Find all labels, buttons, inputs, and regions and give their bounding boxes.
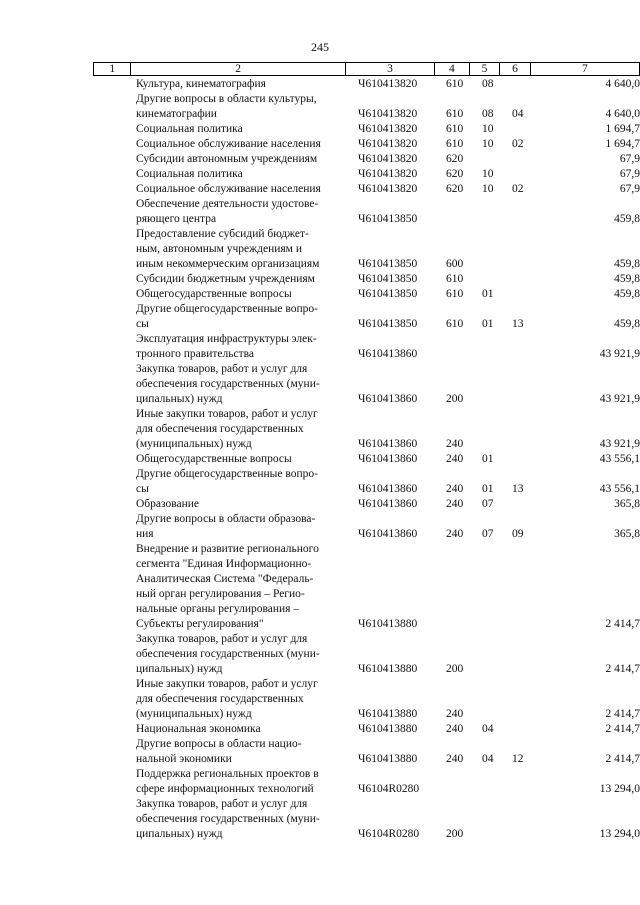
row-name-line: обеспечения государственных (муни- [136,813,320,825]
row-name-line: сы [136,318,149,330]
header-col-1: 1 [94,63,131,76]
page-number: 245 [311,40,329,54]
row-code: Ч610413820 [358,168,418,180]
row-value: 459,8 [614,213,640,225]
row-name-line: Обеспечение деятельности удостове- [136,198,319,210]
row-name-line: Социальное обслуживание населения [136,183,321,195]
row-col-4: 240 [446,723,464,735]
row-col-5: 01 [482,318,494,330]
row-name-line: Общегосударственные вопросы [136,453,292,465]
row-code: Ч610413880 [358,708,418,720]
table-row [0,137,640,152]
row-name-line: тронного правительства [136,348,254,360]
header-col-5: 5 [469,63,500,76]
row-value: 13 294,0 [599,783,640,795]
row-col-5: 04 [482,723,494,735]
table-row [0,407,640,452]
row-col-6: 13 [512,483,524,495]
row-name-line: Другие общегосударственные вопро- [136,303,318,315]
row-col-6: 02 [512,138,524,150]
row-value: 459,8 [614,273,640,285]
row-value: 365,8 [614,528,640,540]
row-col-4: 240 [446,498,464,510]
row-value: 1 694,7 [605,138,640,150]
row-code: Ч610413860 [358,528,418,540]
table-row [0,677,640,722]
row-col-4: 610 [446,318,464,330]
row-code: Ч610413820 [358,183,418,195]
row-name-line: ный орган регулирования – Регио- [136,588,305,600]
row-name-line: Закупка товаров, работ и услуг для [136,798,308,810]
row-name-line: (муниципальных) нужд [136,708,252,720]
row-code: Ч610413860 [358,498,418,510]
row-name-line: сы [136,483,149,495]
table-row [0,197,640,227]
row-value: 4 640,0 [605,108,640,120]
row-name-line: ния [136,528,154,540]
header-col-6: 6 [500,63,531,76]
row-col-4: 240 [446,528,464,540]
table-row [0,287,640,302]
row-value: 459,8 [614,288,640,300]
row-value: 67,9 [619,153,640,165]
row-name-line: Закупка товаров, работ и услуг для [136,633,308,645]
row-col-4: 620 [446,183,464,195]
header-col-3: 3 [345,63,435,76]
row-col-6: 09 [512,528,524,540]
row-value: 67,9 [619,168,640,180]
row-code: Ч610413850 [358,258,418,270]
row-value: 67,9 [619,183,640,195]
row-col-6: 12 [512,753,524,765]
table-row [0,512,640,542]
row-name-line: Национальная экономика [136,723,261,735]
row-code: Ч610413850 [358,288,418,300]
row-value: 43 556,1 [599,453,640,465]
row-name-line: нальной экономики [136,753,232,765]
row-col-5: 07 [482,528,494,540]
row-col-4: 620 [446,153,464,165]
row-name-line: Внедрение и развитие регионального [136,543,319,555]
table-row [0,152,640,167]
row-value: 43 921,9 [599,438,640,450]
row-col-4: 240 [446,453,464,465]
row-col-5: 07 [482,498,494,510]
row-code: Ч610413820 [358,78,418,90]
table-row [0,497,640,512]
row-name-line: Социальная политика [136,123,243,135]
row-name-line: обеспечения государственных (муни- [136,378,320,390]
row-name-line: Другие вопросы в области нацио- [136,738,302,750]
table-row [0,467,640,497]
row-col-4: 240 [446,753,464,765]
row-name-line: ципальных) нужд [136,828,223,840]
row-code: Ч610413820 [358,108,418,120]
row-name-line: Образование [136,498,200,510]
row-value: 459,8 [614,318,640,330]
row-col-4: 240 [446,438,464,450]
row-col-4: 610 [446,108,464,120]
table-row [0,767,640,797]
table-row [0,167,640,182]
row-code: Ч6104R0280 [358,828,420,840]
row-col-5: 08 [482,108,494,120]
table-row [0,452,640,467]
row-col-6: 04 [512,108,524,120]
header-col-2: 2 [131,63,345,76]
row-name-line: ципальных) нужд [136,663,223,675]
header-col-7: 7 [530,63,639,76]
row-value: 43 921,9 [599,393,640,405]
row-name-line: Закупка товаров, работ и услуг для [136,363,308,375]
row-code: Ч610413880 [358,618,418,630]
row-code: Ч610413820 [358,153,418,165]
row-col-5: 01 [482,483,494,495]
row-value: 13 294,0 [599,828,640,840]
row-value: 2 414,7 [605,723,640,735]
row-name-line: для обеспечения государственных [136,693,304,705]
table-row [0,737,640,767]
table-row [0,302,640,332]
budget-table-body [0,77,640,842]
row-col-6: 13 [512,318,524,330]
row-value: 2 414,7 [605,618,640,630]
row-name-line: ряющего центра [136,213,217,225]
row-code: Ч610413860 [358,453,418,465]
row-name-line: обеспечения государственных (муни- [136,648,320,660]
row-col-4: 610 [446,288,464,300]
row-name-line: Иные закупки товаров, работ и услуг [136,678,318,690]
row-name-line: ным, автономным учреждениям и [136,243,302,255]
row-name-line: Другие общегосударственные вопро- [136,468,318,480]
row-name-line: Субсидии бюджетным учреждениям [136,273,315,285]
column-header-row [93,62,640,76]
row-name-line: кинематографии [136,108,217,120]
row-value: 2 414,7 [605,663,640,675]
row-name-line: Иные закупки товаров, работ и услуг [136,408,318,420]
row-name-line: сфере информационных технологий [136,783,314,795]
row-value: 365,8 [614,498,640,510]
row-value: 459,8 [614,258,640,270]
row-col-5: 08 [482,78,494,90]
row-code: Ч610413880 [358,663,418,675]
table-row [0,182,640,197]
row-name-line: Предоставление субсидий бюджет- [136,228,309,240]
table-row [0,632,640,677]
row-col-5: 10 [482,138,494,150]
row-name-line: Социальная политика [136,168,243,180]
row-value: 43 556,1 [599,483,640,495]
row-name-line: Культура, кинематография [136,78,266,90]
row-name-line: иным некоммерческим организациям [136,258,320,270]
row-code: Ч610413850 [358,273,418,285]
row-code: Ч610413860 [358,393,418,405]
row-name-line: Аналитическая Система "Федераль- [136,573,314,585]
row-code: Ч610413880 [358,753,418,765]
row-name-line: сегмента "Единая Информационно- [136,558,312,570]
row-name-line: для обеспечения государственных [136,423,304,435]
row-col-4: 610 [446,78,464,90]
row-name-line: ципальных) нужд [136,393,223,405]
row-col-4: 200 [446,393,464,405]
row-name-line: Общегосударственные вопросы [136,288,292,300]
table-row [0,542,640,632]
row-col-5: 10 [482,123,494,135]
header-col-4: 4 [435,63,469,76]
row-code: Ч610413850 [358,213,418,225]
row-name-line: Другие вопросы в области культуры, [136,93,317,105]
row-col-4: 600 [446,258,464,270]
row-value: 4 640,0 [605,78,640,90]
row-code: Ч610413860 [358,483,418,495]
row-col-5: 10 [482,183,494,195]
row-code: Ч6104R0280 [358,783,420,795]
row-code: Ч610413880 [358,723,418,735]
row-name-line: Субсидии автономным учреждениям [136,153,318,165]
row-name-line: Эксплуатация инфраструктуры элек- [136,333,317,345]
row-col-4: 200 [446,828,464,840]
row-code: Ч610413860 [358,438,418,450]
row-col-4: 610 [446,138,464,150]
table-row [0,797,640,842]
row-name-line: (муниципальных) нужд [136,438,252,450]
row-col-6: 02 [512,183,524,195]
row-col-5: 01 [482,288,494,300]
table-row [0,272,640,287]
row-code: Ч610413820 [358,123,418,135]
row-code: Ч610413860 [358,348,418,360]
row-col-4: 240 [446,483,464,495]
table-row [0,722,640,737]
row-col-5: 04 [482,753,494,765]
row-name-line: нальные органы регулирования – [136,603,300,615]
row-col-4: 610 [446,273,464,285]
table-row [0,362,640,407]
row-value: 43 921,9 [599,348,640,360]
row-name-line: Другие вопросы в области образова- [136,513,316,525]
row-col-4: 610 [446,123,464,135]
row-col-5: 10 [482,168,494,180]
table-row [0,77,640,92]
row-col-5: 01 [482,453,494,465]
row-col-4: 200 [446,663,464,675]
row-col-4: 620 [446,168,464,180]
row-name-line: Субъекты регулирования" [136,618,264,630]
row-code: Ч610413820 [358,138,418,150]
row-value: 2 414,7 [605,708,640,720]
row-value: 1 694,7 [605,123,640,135]
row-value: 2 414,7 [605,753,640,765]
table-row [0,92,640,122]
row-name-line: Социальное обслуживание населения [136,138,321,150]
row-name-line: Поддержка региональных проектов в [136,768,319,780]
table-row [0,332,640,362]
row-code: Ч610413850 [358,318,418,330]
table-row [0,122,640,137]
row-col-4: 240 [446,708,464,720]
table-row [0,227,640,272]
